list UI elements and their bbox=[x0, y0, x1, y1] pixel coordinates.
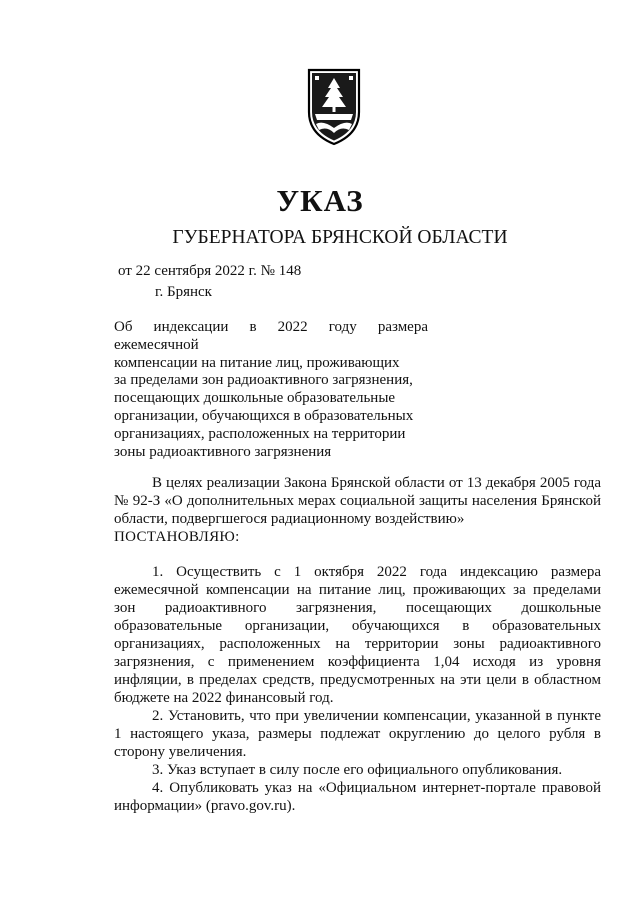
heading-line: посещающих дошкольные образовательные bbox=[114, 390, 396, 407]
heading-line: Об индексации в 2022 году размера ежемесячной bbox=[114, 319, 428, 353]
heading-line: организации, обучающихся в образовательных bbox=[114, 407, 414, 424]
spacer bbox=[114, 546, 601, 563]
coat-of-arms-icon bbox=[303, 68, 365, 148]
heading-line: за пределами зон радиоактивного загрязнения, bbox=[114, 372, 413, 389]
date-and-number: от 22 сентября 2022 г. № 148 bbox=[118, 263, 302, 279]
resolve-word: ПОСТАНОВЛЯЮ: bbox=[114, 529, 240, 545]
document-subtitle: ГУБЕРНАТОРА БРЯНСКОЙ ОБЛАСТИ bbox=[172, 227, 508, 248]
item-paragraph-1: 1. Осуществить с 1 октября 2022 года индексацию размера ежемесячной компенсации на питание лиц, проживающих за пределами зон радиоактивного загрязнения, посещающих дошкольные образовательные организации, обучающихся в образовательных организациях, расположенных на территории зоны радиоактивного загрязнения, с применением коэффициента 1,04 исходя из уровня инфляции, в пределах средств, предусмотренных на эти цели в областном бюджете на 2022 финансовый год. bbox=[114, 564, 601, 706]
item-paragraph-2: 2. Установить, что при увеличении компенсации, указанной в пункте 1 настоящего указа, размеры подлежат округлению до целого рубля в сторону увеличения. bbox=[114, 708, 601, 760]
document-title: УКАЗ bbox=[276, 183, 364, 218]
preamble-paragraph: В целях реализации Закона Брянской области от 13 декабря 2005 года № 92-З «О дополнительных мерах социальной защиты населения Брянской области, подвергшегося радиационному воздействию» bbox=[114, 475, 601, 527]
heading-line: организациях, расположенных на территории bbox=[114, 425, 406, 442]
city: г. Брянск bbox=[155, 284, 212, 300]
heading-line: компенсации на питание лиц, проживающих bbox=[114, 354, 400, 371]
heading-line: зоны радиоактивного загрязнения bbox=[114, 443, 332, 460]
item-paragraph-3: 3. Указ вступает в силу после его официального опубликования. bbox=[152, 762, 563, 778]
decree-body bbox=[114, 474, 601, 815]
decree-heading bbox=[114, 319, 428, 461]
item-paragraph-4: 4. Опубликовать указ на «Официальном интернет-портале правовой информации» (pravo.gov.ru). bbox=[114, 780, 601, 814]
